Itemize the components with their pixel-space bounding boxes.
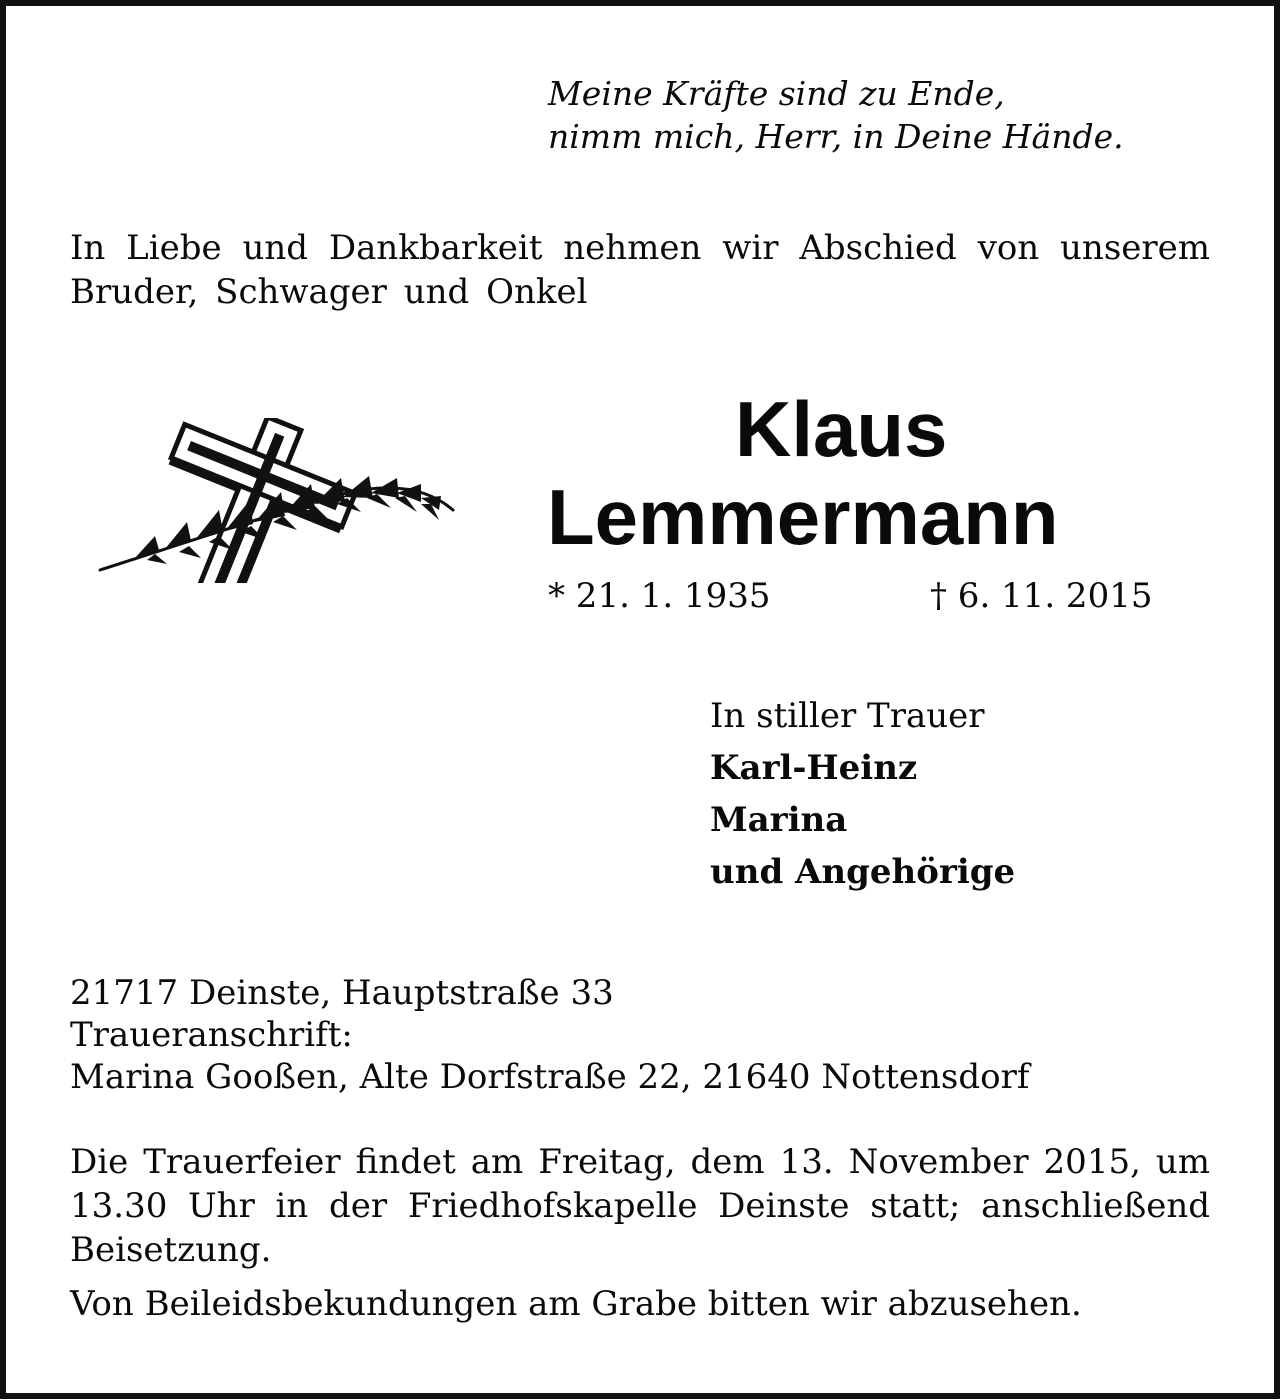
mourning-address: Marina Gooßen, Alte Dorfstraße 22, 21640 Nottensdorf bbox=[70, 1057, 1030, 1097]
mourner-name: und Angehörige bbox=[710, 852, 1016, 892]
verse-line-2: nimm mich, Herr, in Deine Hände. bbox=[548, 117, 1124, 156]
verse-line-1: Meine Kräfte sind zu Ende, bbox=[548, 74, 1005, 113]
intro-text: In Liebe und Dankbarkeit nehmen wir Abschied von unserem Bruder, Schwager und Onkel bbox=[70, 228, 1210, 312]
cross-with-palm-branch-icon bbox=[95, 418, 460, 583]
home-address: 21717 Deinste, Hauptstraße 33 bbox=[70, 973, 614, 1013]
funeral-service-text: Die Trauerfeier findet am Freitag, dem 13. November 2015, um 13.30 Uhr in der Friedhofskapelle Deinste statt; anschließend Beisetzung. bbox=[70, 1142, 1210, 1270]
verse-quote bbox=[548, 72, 1124, 158]
deceased-last-name: Lemmermann bbox=[547, 473, 1059, 561]
mourning-address-label: Traueranschrift: bbox=[70, 1015, 353, 1055]
death-date: † 6. 11. 2015 bbox=[930, 576, 1153, 616]
birth-date: * 21. 1. 1935 bbox=[548, 576, 771, 616]
condolence-note: Von Beileidsbekundungen am Grabe bitten wir abzusehen. bbox=[70, 1284, 1082, 1324]
mourners-heading: In stiller Trauer bbox=[710, 696, 985, 736]
address-block bbox=[70, 972, 1029, 1098]
mourners-block bbox=[710, 690, 1015, 898]
mourner-name: Karl-Heinz bbox=[710, 748, 918, 788]
deceased-first-name: Klaus bbox=[735, 385, 948, 473]
mourner-name: Marina bbox=[710, 800, 848, 840]
